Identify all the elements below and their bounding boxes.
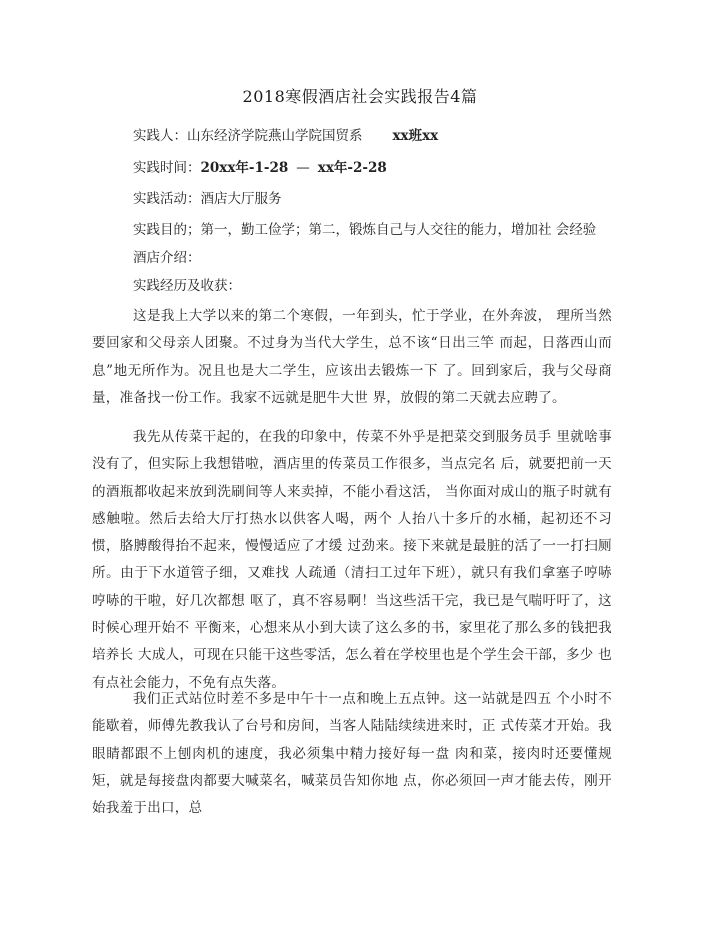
body-paragraph: 我先从传菜干起的，在我的印象中，传菜不外乎是把菜交到服务员手 里就啥事没有了，但实际上我想错啦，酒店里的传菜员工作很多，当点完名 后，就要把前一天的酒瓶都收起来放到洗刷间等人来卖掉，不能小看这活， 当你面对成山的瓶子时就有感触啦。然后去给大厅打热水以供客人喝，两个 人抬八十多斤的水桶，起初还不习惯，胳膊酸得抬不起来，慢慢适应了才缓 过劲来。接下来就是最脏的活了一一打扫厕所。由于下水道管子细，又难找 人疏通（清扫工过年下班），就只有我们拿塞子哼哧哼哧的干啦，好几次都想 呕了，真不容易啊！当这些活干完，我已是气喘吁吁了，这时候心理开始不 平衡来，心想来从小到大读了这么多的书，家里花了那么多的钱把我培养长 大成人，可现在只能干这些零活，怎么着在学校里也是个学生会干部，多少 也有点社会能力，不免有点失落。 xyxy=(92,429,612,691)
time-end: xx年-2-28 xyxy=(317,160,387,176)
practitioner-org: 山东经济学院燕山学院国贸系 xyxy=(187,128,363,144)
practitioner-label: 实践人： xyxy=(133,128,187,144)
document-title: 2018寒假酒店社会实践报告4篇 xyxy=(242,87,478,106)
purpose-line: 实践目的；第一，勤工俭学；第二，锻炼自己与人交往的能力，增加社 会经验 xyxy=(133,222,597,238)
time-label: 实践时间： xyxy=(133,160,201,176)
experience-heading: 实践经历及收获： xyxy=(133,278,241,294)
hotel-intro-line: 酒店介绍： xyxy=(133,250,201,266)
practitioner-class: xx班xx xyxy=(392,128,439,144)
time-line xyxy=(133,158,613,178)
practitioner-line xyxy=(133,126,613,146)
body-paragraph: 这是我上大学以来的第二个寒假，一年到头，忙于学业，在外奔波， 理所当然要回家和父母亲人团聚。不过身为当代大学生，总不该“日出三竿 而起，日落西山而息”地无所作为。况且也是大二学生，应该出去锻炼一下 了。回到家后，我与父母商量，准备找一份工作。我家不远就是肥牛大世 界，放假的第二天就去应聘了。 xyxy=(92,308,612,406)
time-separator: — xyxy=(296,160,310,176)
body-paragraph: 我们正式站位时差不多是中午十一点和晚上五点钟。这一站就是四五 个小时不能歇着，师傅先教我认了台号和房间，当客人陆陆续续进来时，正 式传菜才开始。我眼睛都跟不上刨肉机的速度，我必须集中精力接好每一盘 肉和菜，接肉时还要懂规矩，就是每接盘肉都要大喊菜名，喊菜员告知你地 点，你必须回一声才能去传，刚开始我羞于出口，总 xyxy=(92,691,612,817)
activity-line: 实践活动：酒店大厅服务 xyxy=(133,191,282,207)
time-start: 20xx年-1-28 xyxy=(200,160,289,176)
